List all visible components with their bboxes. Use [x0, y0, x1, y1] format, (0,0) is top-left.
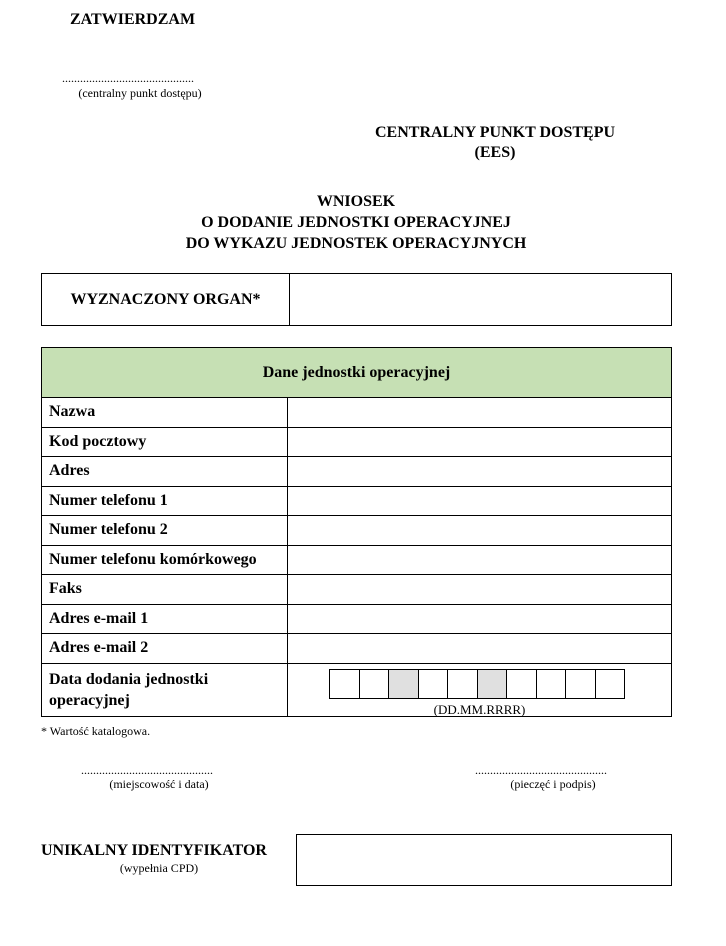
row-value-telefon-2[interactable] — [288, 516, 672, 546]
organ-label: WYZNACZONY ORGAN* — [42, 274, 290, 326]
date-input-cell — [288, 663, 672, 716]
row-label-email-2: Adres e-mail 2 — [42, 634, 288, 664]
row-value-kod-pocztowy[interactable] — [288, 427, 672, 457]
identifier-caption: (wypełnia CPD) — [119, 861, 199, 875]
place-date-caption: (miejscowość i data) — [109, 777, 209, 791]
row-value-faks[interactable] — [288, 575, 672, 605]
approval-signature-line: ............................................ — [62, 71, 194, 85]
table-row — [42, 427, 672, 457]
table-row-date — [42, 663, 672, 716]
organ-value-field[interactable] — [290, 274, 672, 326]
stamp-signature-caption: (pieczęć i podpis) — [510, 777, 596, 791]
table-row — [42, 398, 672, 428]
date-digit-boxes — [330, 669, 625, 699]
date-separator-box — [388, 669, 419, 699]
document-title — [40, 191, 672, 254]
table-row — [42, 486, 672, 516]
row-label-telefon-2: Numer telefonu 2 — [42, 516, 288, 546]
table-row — [42, 516, 672, 546]
recipient-block — [330, 123, 660, 163]
title-line2: O DODANIE JEDNOSTKI OPERACYJNEJ — [201, 214, 511, 231]
date-digit-box[interactable] — [595, 669, 626, 699]
recipient-line1: CENTRALNY PUNKT DOSTĘPU — [374, 124, 616, 141]
date-digit-box[interactable] — [536, 669, 567, 699]
date-digit-box[interactable] — [447, 669, 478, 699]
row-value-telefon-komorkowy[interactable] — [288, 545, 672, 575]
identifier-value-field[interactable] — [296, 834, 672, 886]
table-row — [42, 457, 672, 487]
row-label-telefon-1: Numer telefonu 1 — [42, 486, 288, 516]
approval-heading: ZATWIERDZAM — [70, 11, 196, 28]
unit-data-table — [41, 347, 672, 717]
row-label-email-1: Adres e-mail 1 — [42, 604, 288, 634]
row-label-data-dodania — [42, 663, 288, 716]
identifier-label: UNIKALNY IDENTYFIKATOR — [41, 842, 267, 859]
row-value-email-2[interactable] — [288, 634, 672, 664]
row-label-telefon-komorkowy: Numer telefonu komórkowego — [42, 545, 288, 575]
date-label-line2: operacyjnej — [49, 691, 130, 709]
recipient-line2: (EES) — [474, 144, 516, 161]
date-digit-box[interactable] — [418, 669, 449, 699]
table-row — [42, 634, 672, 664]
date-digit-box[interactable] — [506, 669, 537, 699]
place-date-line: ............................................ — [81, 763, 213, 777]
unit-table-header: Dane jednostki operacyjnej — [42, 348, 672, 398]
row-label-adres: Adres — [42, 457, 288, 487]
title-line1: WNIOSEK — [316, 193, 396, 210]
row-value-email-1[interactable] — [288, 604, 672, 634]
stamp-signature-line: ............................................ — [475, 763, 607, 777]
table-row — [42, 545, 672, 575]
date-digit-box[interactable] — [359, 669, 390, 699]
footnote: * Wartość katalogowa. — [41, 724, 151, 738]
table-row — [42, 575, 672, 605]
organ-table — [41, 273, 672, 326]
date-digit-box[interactable] — [329, 669, 360, 699]
title-line3: DO WYKAZU JEDNOSTEK OPERACYJNYCH — [185, 235, 527, 252]
row-label-nazwa: Nazwa — [42, 398, 288, 428]
row-value-nazwa[interactable] — [288, 398, 672, 428]
row-label-faks: Faks — [42, 575, 288, 605]
row-value-telefon-1[interactable] — [288, 486, 672, 516]
row-value-adres[interactable] — [288, 457, 672, 487]
date-digit-box[interactable] — [565, 669, 596, 699]
date-label-line1: Data dodania jednostki — [49, 670, 209, 688]
approval-caption: (centralny punkt dostępu) — [78, 86, 202, 100]
table-row — [42, 604, 672, 634]
date-format-hint: (DD.MM.RRRR) — [433, 701, 526, 717]
date-separator-box — [477, 669, 508, 699]
row-label-kod-pocztowy: Kod pocztowy — [42, 427, 288, 457]
